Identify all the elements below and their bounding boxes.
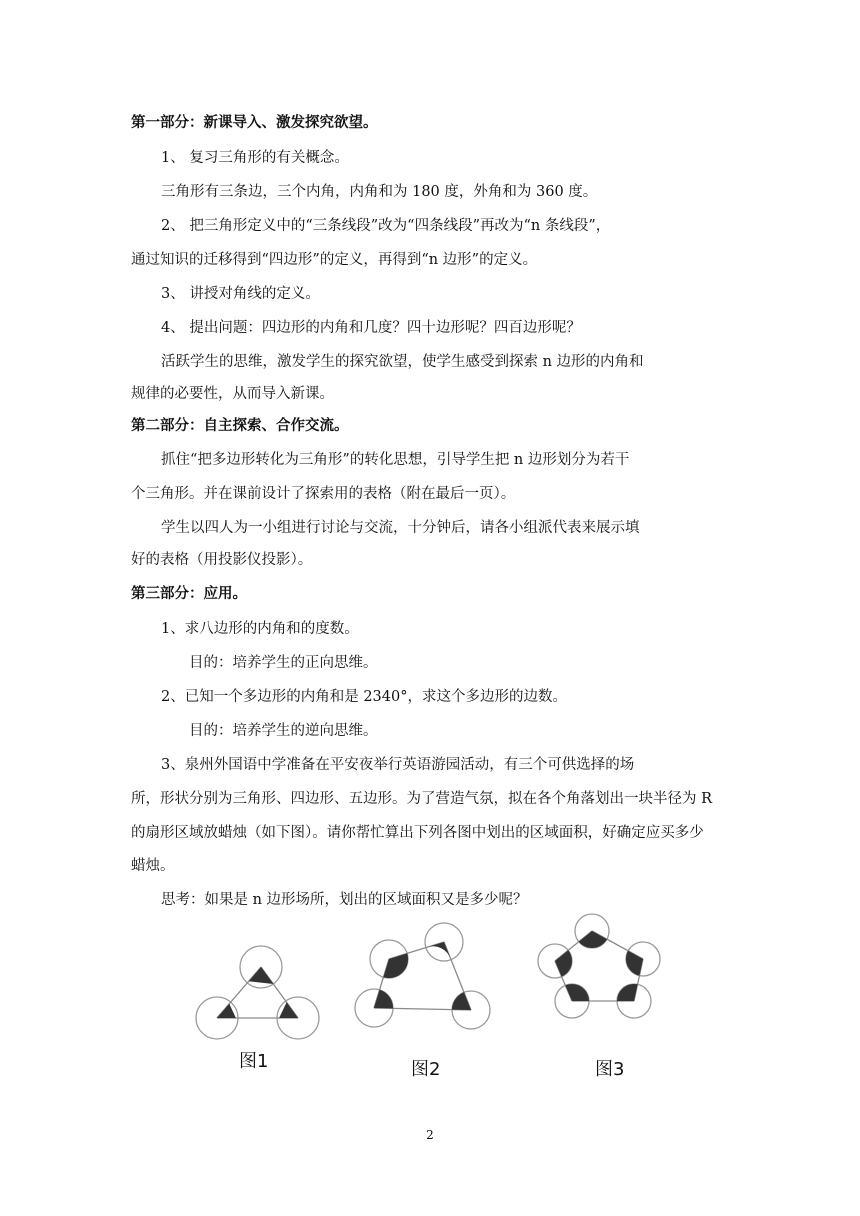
paragraph-line: 思考：如果是 n 边形场所，划出的区域面积又是多少呢？ (161, 892, 528, 908)
paragraph-line: 的扇形区域放蜡烛（如下图）。请你帮忙算出下列各图中划出的区域面积，好确定应买多少 (131, 825, 704, 841)
page-number: 2 (426, 1128, 434, 1142)
paragraph-line: 1、求八边形的内角和的度数。 (161, 621, 359, 637)
figure-2-caption: 图2 (411, 1059, 441, 1080)
paragraph-line: 蜡烛。 (131, 858, 175, 874)
section-heading-1: 第一部分：新课导入、激发探究欲望。 (131, 114, 378, 131)
paragraph-line: 3、泉州外国语中学准备在平安夜举行英语游园活动，有三个可供选择的场 (161, 757, 635, 773)
figure-1-caption: 图1 (239, 1051, 269, 1072)
paragraph-line: 3、 讲授对角线的定义。 (161, 286, 320, 302)
paragraph-line: 三角形有三条边，三个内角，内角和为 180 度，外角和为 360 度。 (161, 184, 598, 200)
paragraph-line: 通过知识的迁移得到“四边形”的定义，再得到“n 边形”的定义。 (131, 252, 538, 268)
paragraph-line: 抓住“把多边形转化为三角形”的转化思想，引导学生把 n 边形划分为若干 (161, 452, 630, 468)
section-heading-3: 第三部分：应用。 (131, 585, 247, 602)
figure-pentagon (530, 908, 670, 1033)
section-heading-2: 第二部分：自主探索、合作交流。 (131, 417, 349, 434)
figure-3-caption: 图3 (595, 1059, 625, 1080)
figure-quadrilateral (350, 915, 500, 1035)
paragraph-line: 1、 复习三角形的有关概念。 (161, 150, 349, 166)
paragraph-line: 2、已知一个多边形的内角和是 2340°，求这个多边形的边数。 (161, 689, 567, 705)
paragraph-line: 所，形状分别为三角形、四边形、五边形。为了营造气氛，拟在各个角落划出一块半径为 R (131, 791, 713, 807)
paragraph-line: 学生以四人为一小组进行讨论与交流，十分钟后，请各小组派代表来展示填 (161, 520, 640, 536)
paragraph-line: 2、 把三角形定义中的“三条线段”改为“四条线段”再改为“n 条线段”， (161, 218, 611, 234)
paragraph-line: 规律的必要性，从而导入新课。 (131, 386, 334, 402)
paragraph-line: 4、 提出问题：四边形的内角和几度？四十边形呢？四百边形呢？ (161, 320, 581, 336)
paragraph-line: 活跃学生的思维，激发学生的探究欲望，使学生感受到探索 n 边形的内角和 (161, 354, 644, 370)
paragraph-line: 目的：培养学生的逆向思维。 (189, 723, 378, 739)
figure-triangle (190, 930, 330, 1040)
paragraph-line: 个三角形。并在课前设计了探索用的表格（附在最后一页）。 (131, 486, 516, 502)
paragraph-line: 目的：培养学生的正向思维。 (189, 655, 378, 671)
paragraph-line: 好的表格（用投影仪投影）。 (131, 552, 313, 568)
